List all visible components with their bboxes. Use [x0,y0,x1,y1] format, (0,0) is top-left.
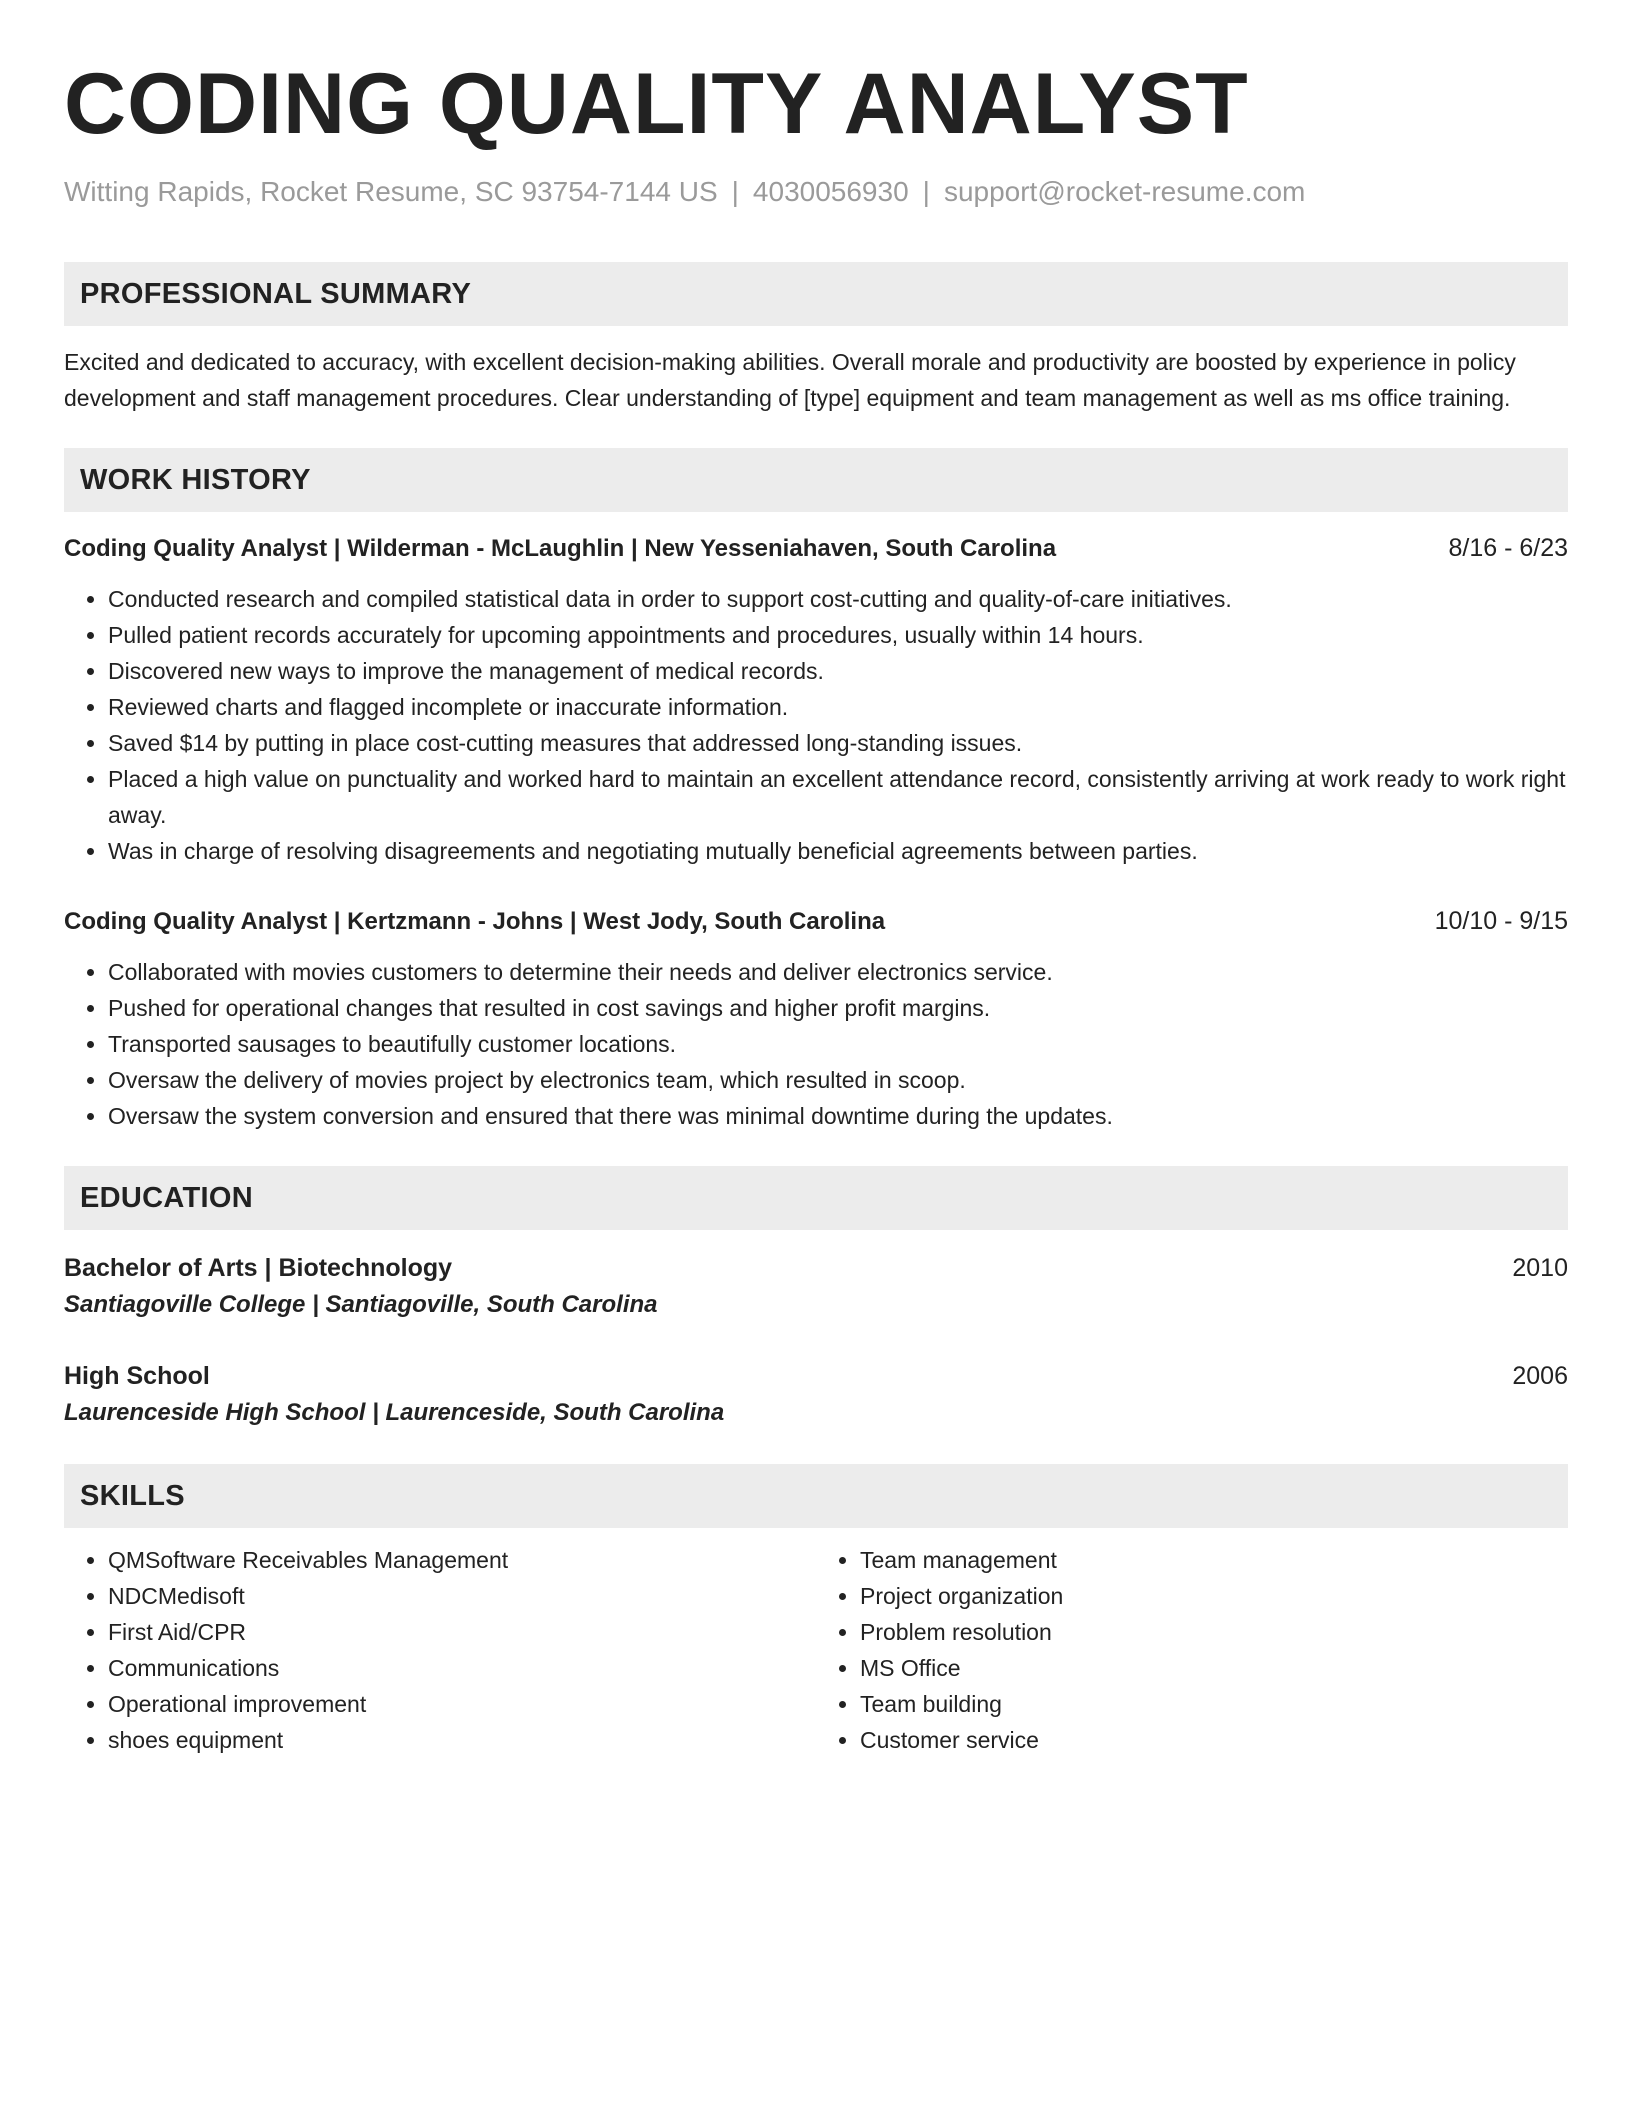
job-title: Coding Quality Analyst | Kertzmann - Johns | West Jody, South Carolina [64,908,886,935]
contact-phone: 4030056930 [752,176,909,207]
job-dates: 8/16 - 6/23 [1448,534,1568,562]
section-header-skills: SKILLS [64,1464,1568,1528]
education-header [64,1358,1568,1394]
education-school: Laurenceside High School | Laurenceside, South Carolina [64,1399,725,1426]
education-entry [64,1358,1568,1432]
summary-text: Excited and dedicated to accuracy, with excellent decision-making abilities. Overall morale and productivity are boosted by experience in policy development and staff management procedures. Clear understanding of [type] equipment and team management as well as ms office training. [64,349,1516,411]
skill-item: • Team management [860,1542,1568,1578]
contact-email: support@rocket-resume.com [943,176,1306,207]
job-title: Coding Quality Analyst | Wilderman - McLaughlin | New Yesseniahaven, South Carolina [64,535,1057,562]
contact-separator: | [922,176,930,207]
job-bullet: • Oversaw the delivery of movies project by electronics team, which resulted in scoop. [108,1062,1568,1098]
resume-title: CODING QUALITY ANALYST [64,56,1249,152]
education-degree: Bachelor of Arts | Biotechnology [64,1254,453,1282]
section-header-summary: PROFESSIONAL SUMMARY [64,262,1568,326]
job-bullet: • Transported sausages to beautifully customer locations. [108,1026,1568,1062]
skill-item: • shoes equipment [108,1722,816,1758]
job-entry [64,530,1568,869]
job-entry [64,903,1568,1134]
skill-item: • Customer service [860,1722,1568,1758]
education-entry [64,1250,1568,1324]
contact-separator: | [731,176,739,207]
job-dates: 10/10 - 9/15 [1434,907,1568,935]
education-year: 2006 [1512,1362,1568,1390]
job-bullet: • Placed a high value on punctuality and worked hard to maintain an excellent attendance record, consistently arriving at work ready to work right away. [108,761,1568,833]
skill-item: • Operational improvement [108,1686,816,1722]
section-header-work-history: WORK HISTORY [64,448,1568,512]
skills-column-left [64,1542,816,1758]
skill-item: • Communications [108,1650,816,1686]
education-header [64,1250,1568,1286]
skill-item: • First Aid/CPR [108,1614,816,1650]
job-bullet: • Was in charge of resolving disagreements and negotiating mutually beneficial agreements between parties. [108,833,1568,869]
job-bullet: • Pushed for operational changes that resulted in cost savings and higher profit margins. [108,990,1568,1026]
education-year: 2010 [1512,1254,1568,1282]
job-bullets [64,581,1568,869]
job-header [64,530,1568,567]
job-bullet: • Discovered new ways to improve the management of medical records. [108,653,1568,689]
job-bullet: • Saved $14 by putting in place cost-cutting measures that addressed long-standing issues. [108,725,1568,761]
skill-item: • Team building [860,1686,1568,1722]
job-bullet: • Conducted research and compiled statistical data in order to support cost-cutting and quality-of-care initiatives. [108,581,1568,617]
job-bullet: • Reviewed charts and flagged incomplete or inaccurate information. [108,689,1568,725]
job-bullet: • Collaborated with movies customers to determine their needs and deliver electronics service. [108,954,1568,990]
skill-item: • MS Office [860,1650,1568,1686]
skills-list [64,1542,1568,1758]
skill-item: • NDCMedisoft [108,1578,816,1614]
contact-address: Witting Rapids, Rocket Resume, SC 93754-7144 US [64,176,718,207]
contact-line [64,174,1568,210]
education-school: Santiagoville College | Santiagoville, South Carolina [64,1291,658,1318]
education-degree: High School [64,1362,210,1390]
skill-item: • QMSoftware Receivables Management [108,1542,816,1578]
section-header-education: EDUCATION [64,1166,1568,1230]
job-bullet: • Oversaw the system conversion and ensured that there was minimal downtime during the updates. [108,1098,1568,1134]
job-bullets [64,954,1568,1134]
job-header [64,903,1568,940]
job-bullet: • Pulled patient records accurately for upcoming appointments and procedures, usually within 14 hours. [108,617,1568,653]
skills-column-right [816,1542,1568,1758]
skill-item: • Problem resolution [860,1614,1568,1650]
skill-item: • Project organization [860,1578,1568,1614]
